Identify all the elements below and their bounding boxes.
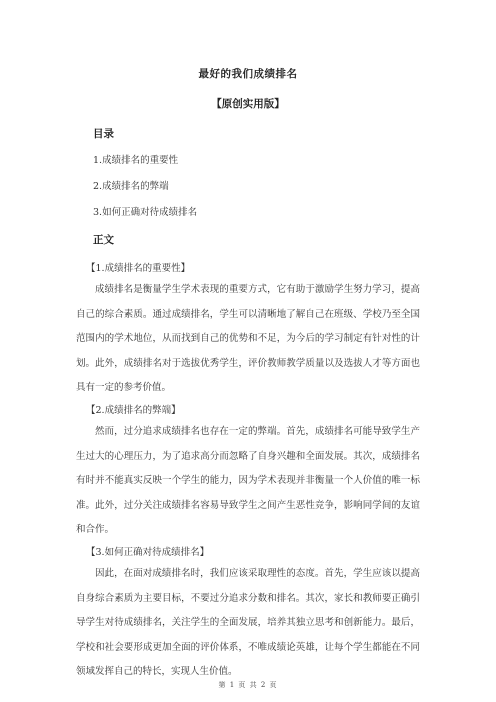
document-title: 最好的我们成绩排名	[198, 68, 298, 80]
section-paragraph: 然而，过分追求成绩排名也存在一定的弊端。首先，成绩排名可能导致学生产生过大的心理压力，为了追求高分而忽略了自身兴趣和全面发展。其次，成绩排名有时并不能真实反映一个学生的能力，因为学术表现并非衡量一个人价值的唯一标准。此外，过分关注成绩排名容易导致学生之间产生恶性竞争，影响同学间的友谊和合作。	[76, 426, 420, 535]
section-title: 【2.成绩排名的弊端】	[86, 405, 181, 416]
toc-item: 2.成绩排名的弊端	[93, 181, 169, 192]
page-footer: 第 1 页 共 2 页	[218, 681, 278, 689]
toc-item: 1.成绩排名的重要性	[93, 155, 179, 166]
toc-heading: 目录	[93, 128, 114, 140]
document-subtitle: 【原创实用版】	[211, 98, 285, 110]
section-paragraph: 因此，在面对成绩排名时，我们应该采取理性的态度。首先，学生应该以提高自身综合素质为主要目标，不要过分追求分数和排名。其次，家长和教师要正确引导学生对待成绩排名，关注学生的全面发展，培养其独立思考和创新能力。最后，学校和社会要形成更加全面的评价体系，不唯成绩论英雄，让每个学生都能在不同领域发挥自己的特长，实现人生价值。	[76, 568, 420, 677]
section-title: 【1.成绩排名的重要性】	[86, 263, 191, 274]
section-title: 【3.如何正确对待成绩排名】	[86, 547, 210, 558]
section-paragraph: 成绩排名是衡量学生学术表现的重要方式，它有助于激励学生努力学习，提高自己的综合素质。通过成绩排名，学生可以清晰地了解自己在班级、学校乃至全国范围内的学术地位，从而找到自己的优势和不足，为今后的学习制定有针对性的计划。此外，成绩排名对于选拔优秀学生，评价教师教学质量以及选拔人才等方面也具有一定的参考价值。	[76, 284, 420, 393]
toc-item: 3.如何正确对待成绩排名	[93, 207, 198, 218]
body-heading: 正文	[93, 234, 114, 246]
